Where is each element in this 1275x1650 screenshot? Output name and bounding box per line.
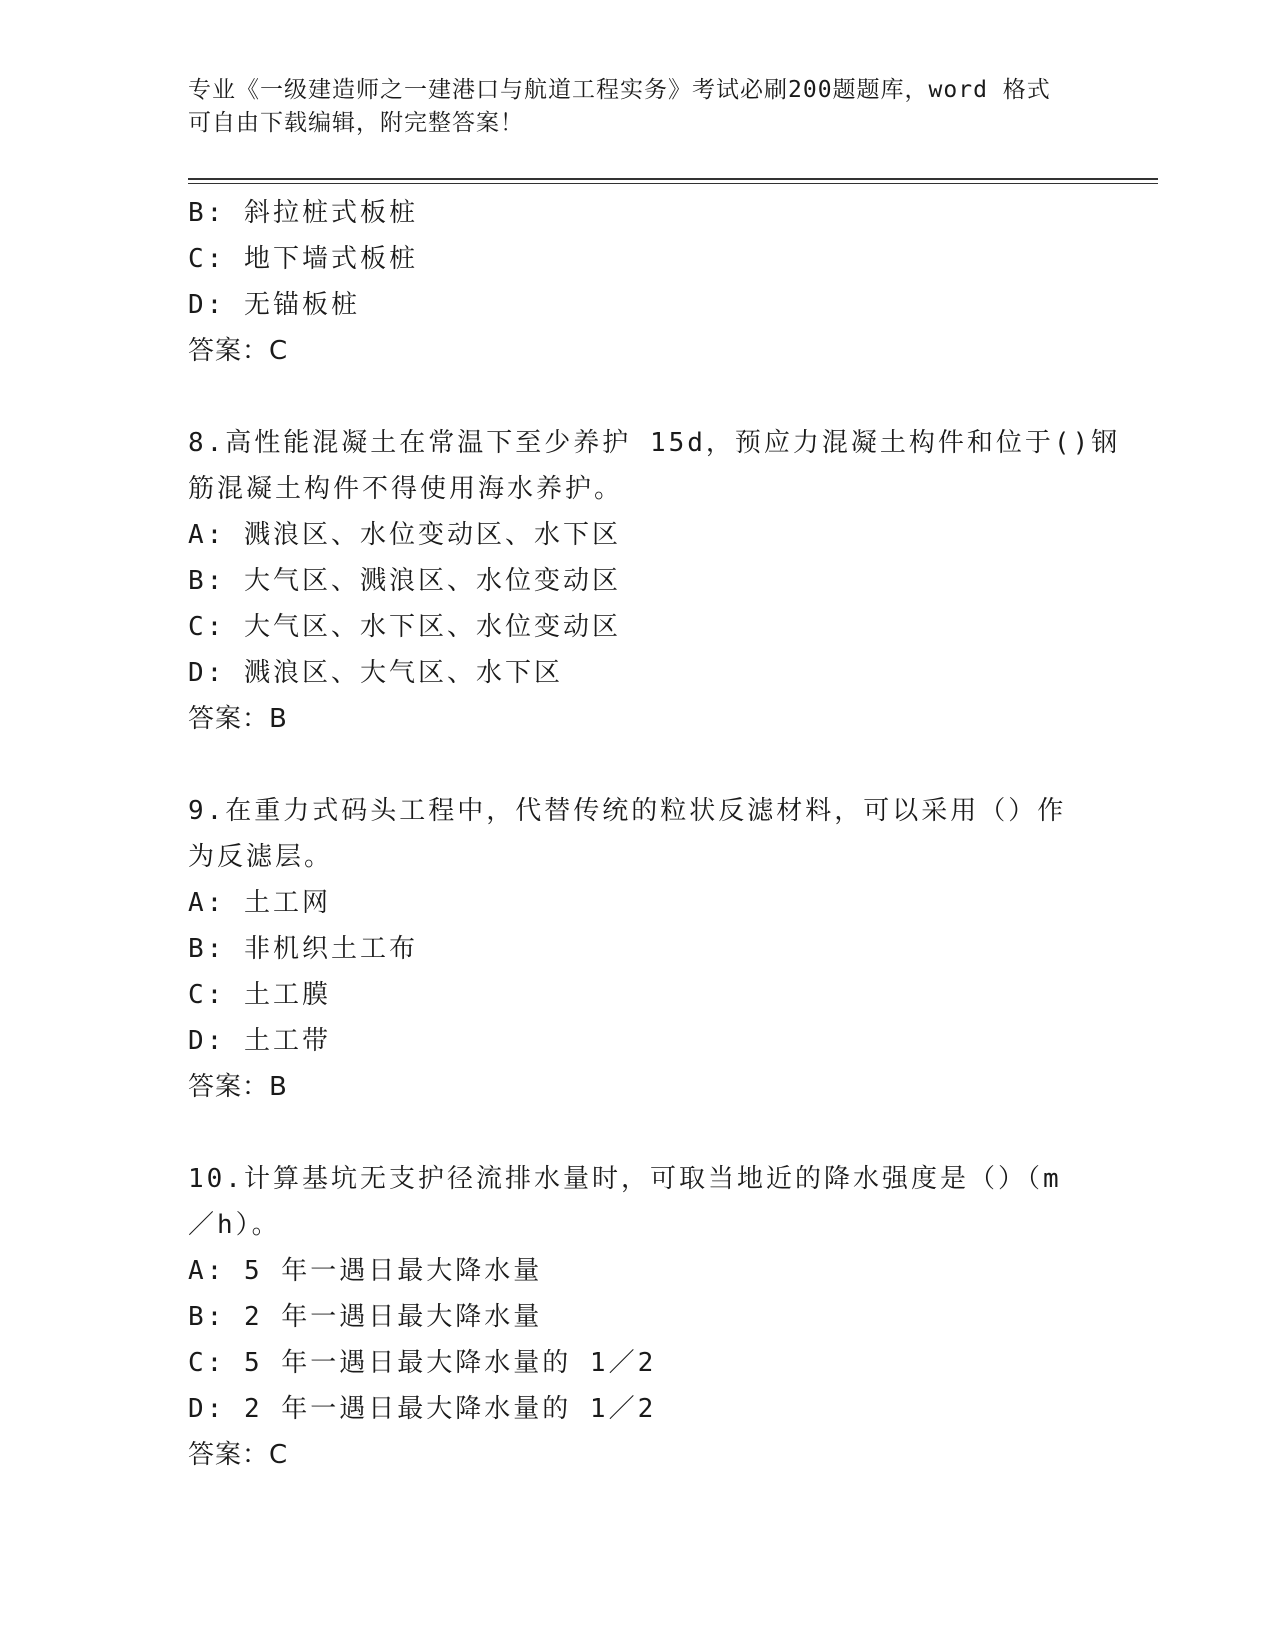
option-a: A: 5 年一遇日最大降水量 [188,1256,543,1286]
option-a: A: 土工网 [188,888,331,918]
option-b: B: 大气区、溅浪区、水位变动区 [188,566,621,596]
option-c: C: 地下墙式板桩 [188,244,418,274]
question-10 [188,1156,1088,1478]
answer-line: 答案：B [188,1072,288,1102]
option-c: C: 大气区、水下区、水位变动区 [188,612,621,642]
question-text-line: ／h）。 [188,1210,281,1240]
question-list [188,190,1121,1478]
document-header [188,74,1068,140]
answer-line: 答案：B [188,704,288,734]
question-8 [188,420,1121,742]
option-b: B: 斜拉桩式板桩 [188,198,418,228]
option-d: D: 2 年一遇日最大降水量的 1／2 [188,1394,657,1424]
prev-question-block [188,190,1088,374]
question-text-line: 10.计算基坑无支护径流排水量时，可取当地近的降水强度是（）（m [188,1164,1062,1194]
option-b: B: 2 年一遇日最大降水量 [188,1302,543,1332]
option-d: D: 无锚板桩 [188,290,360,320]
question-9 [188,788,1088,1110]
option-d: D: 溅浪区、大气区、水下区 [188,658,563,688]
option-c: C: 5 年一遇日最大降水量的 1／2 [188,1348,657,1378]
option-b: B: 非机织土工布 [188,934,418,964]
option-c: C: 土工膜 [188,980,331,1010]
question-text-line: 为反滤层。 [188,842,334,872]
question-text-line: 筋混凝土构件不得使用海水养护。 [188,474,624,504]
answer-line: 答案：C [188,1440,289,1470]
header-divider [188,178,1158,184]
question-text-line: 8.高性能混凝土在常温下至少养护 15d，预应力混凝土构件和位于()钢 [188,428,1121,458]
option-d: D: 土工带 [188,1026,331,1056]
header-line-2: 可自由下载编辑，附完整答案！ [188,110,524,136]
header-line-1: 专业《一级建造师之一建港口与航道工程实务》考试必刷200题题库，word 格式 [188,77,1051,103]
question-text-line: 9.在重力式码头工程中，代替传统的粒状反滤材料，可以采用（）作 [188,796,1067,826]
option-a: A: 溅浪区、水位变动区、水下区 [188,520,621,550]
answer-line: 答案：C [188,336,289,366]
